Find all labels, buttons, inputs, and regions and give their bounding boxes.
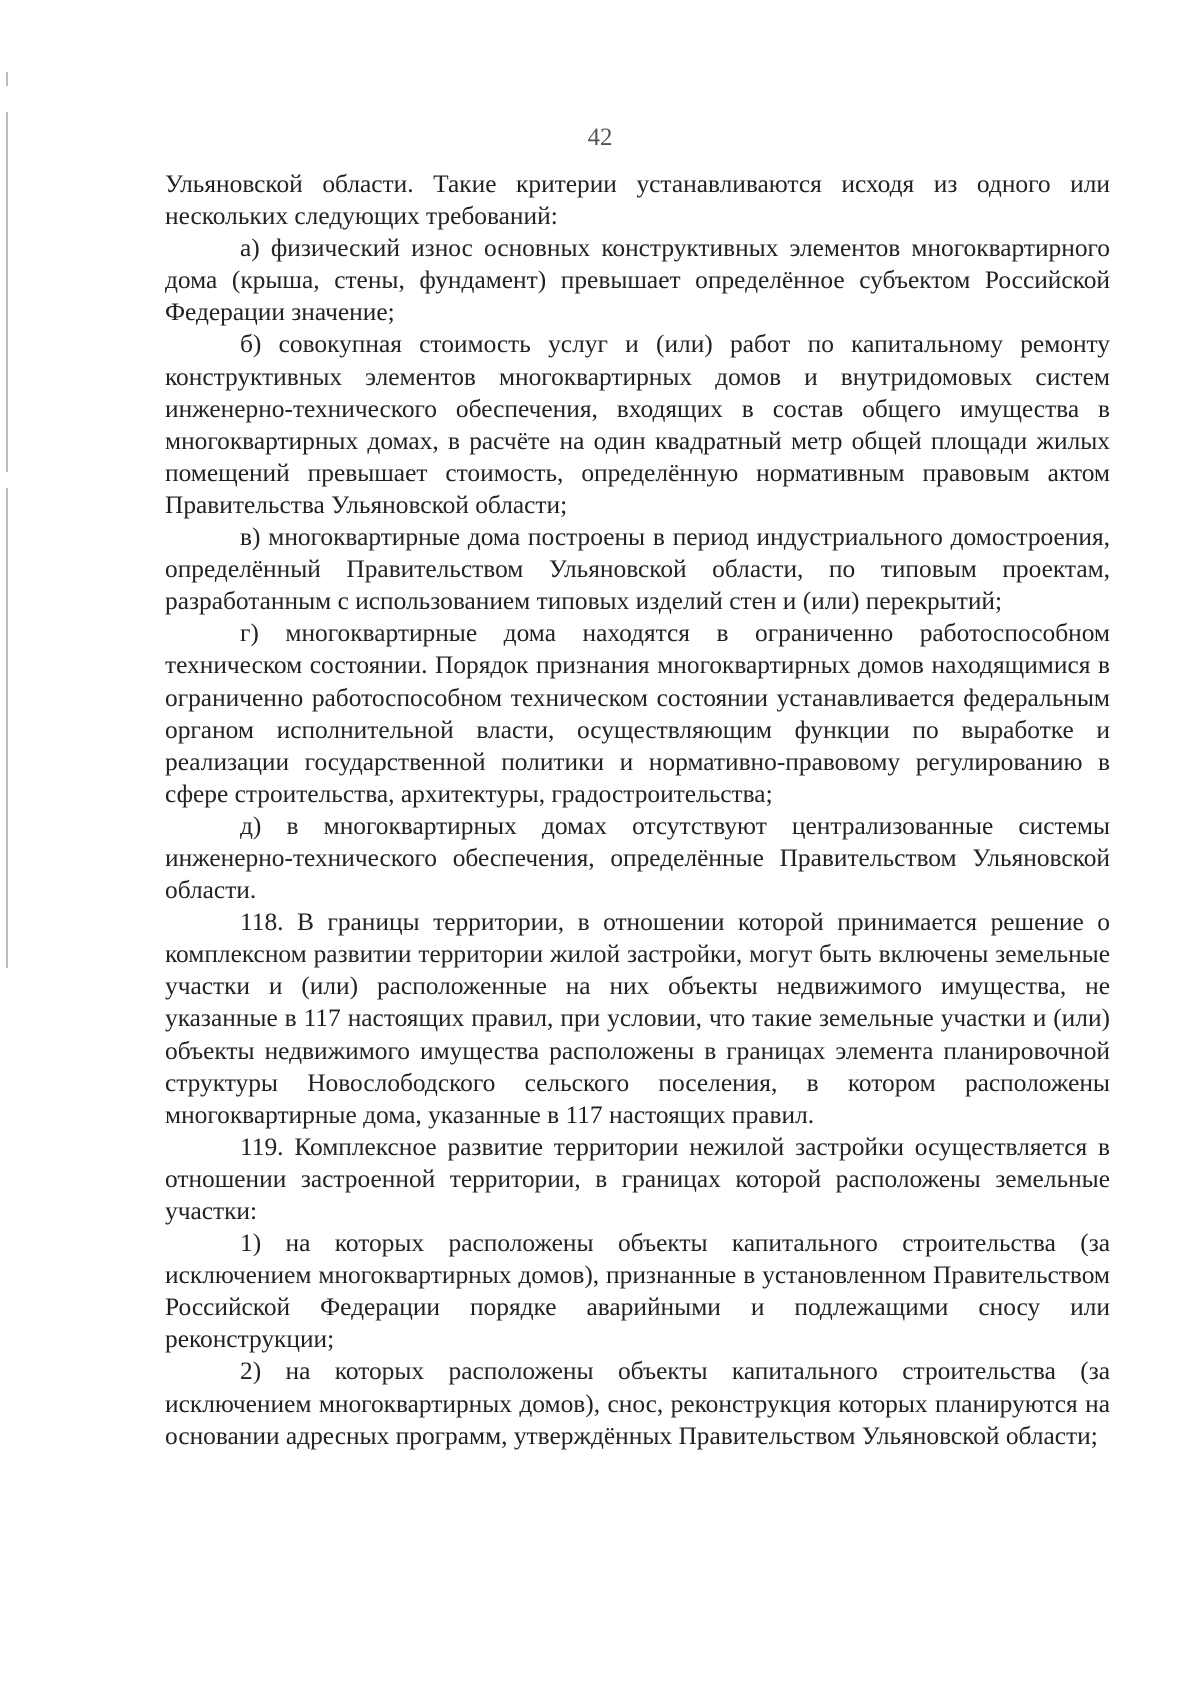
scan-edge-mark-middle [6, 112, 8, 472]
scan-edge-mark-lower [6, 488, 8, 968]
paragraph-item-1: 1) на которых расположены объекты капитального строительства (за исключением многоквартирных домов), признанные в установленном Правительством Российской Федерации порядке аварийными и подлежащими сносу или реконструкции; [165, 1229, 1110, 1354]
paragraph-item-v: в) многоквартирные дома построены в период индустриального домостроения, определённый Правительством Ульяновской области, по типовым проектам, разработанным с использованием типовых изделий стен и (или) перекрытий; [165, 523, 1110, 616]
paragraph-item-g: г) многоквартирные дома находятся в ограниченно работоспособном техническом состоянии. Порядок признания многоквартирных домов находящимися в ограниченно работоспособном техническом состоянии устанавливается федеральным органом исполнительной власти, осуществляющим функции по выработке и реализации государственной политики и нормативно-правовому регулированию в сфере строительства, архитектуры, градостроительства; [165, 619, 1110, 808]
paragraph-118: 118. В границы территории, в отношении которой принимается решение о комплексном развитии территории жилой застройки, могут быть включены земельные участки и (или) расположенные на них объекты недвижимого имущества, не указанные в 117 настоящих правил, при условии, что такие земельные участки и (или) объекты недвижимого имущества расположены в границах элемента планировочной структуры Новослободского сельского поселения, в котором расположены многоквартирные дома, указанные в 117 настоящих правил. [165, 908, 1110, 1129]
page-number: 42 [587, 124, 613, 151]
paragraph-item-b: б) совокупная стоимость услуг и (или) работ по капитальному ремонту конструктивных элементов многоквартирных домов и внутридомовых систем инженерно-технического обеспечения, входящих в состав общего имущества в многоквартирных домах, в расчёте на один квадратный метр общей площади жилых помещений превышает стоимость, определённую нормативным правовым актом Правительства Ульяновской области; [165, 330, 1110, 519]
paragraph-item-a: а) физический износ основных конструктивных элементов многоквартирного дома (крыша, стены, фундамент) превышает определённое субъектом Российской Федерации значение; [165, 234, 1110, 327]
paragraph-continuation: Ульяновской области. Такие критерии устанавливаются исходя из одного или нескольких следующих требований: [165, 170, 1110, 231]
scan-edge-mark-top [6, 72, 8, 86]
paragraph-119: 119. Комплексное развитие территории нежилой застройки осуществляется в отношении застроенной территории, в границах которой расположены земельные участки: [165, 1132, 1110, 1225]
paragraph-item-2: 2) на которых расположены объекты капитального строительства (за исключением многоквартирных домов), снос, реконструкция которых планируются на основании адресных программ, утверждённых Правительством Ульяновской области; [165, 1357, 1110, 1450]
document-body [165, 168, 1110, 1452]
paragraph-item-d: д) в многоквартирных домах отсутствуют централизованные системы инженерно-технического обеспечения, определённые Правительством Ульяновской области. [165, 811, 1110, 905]
